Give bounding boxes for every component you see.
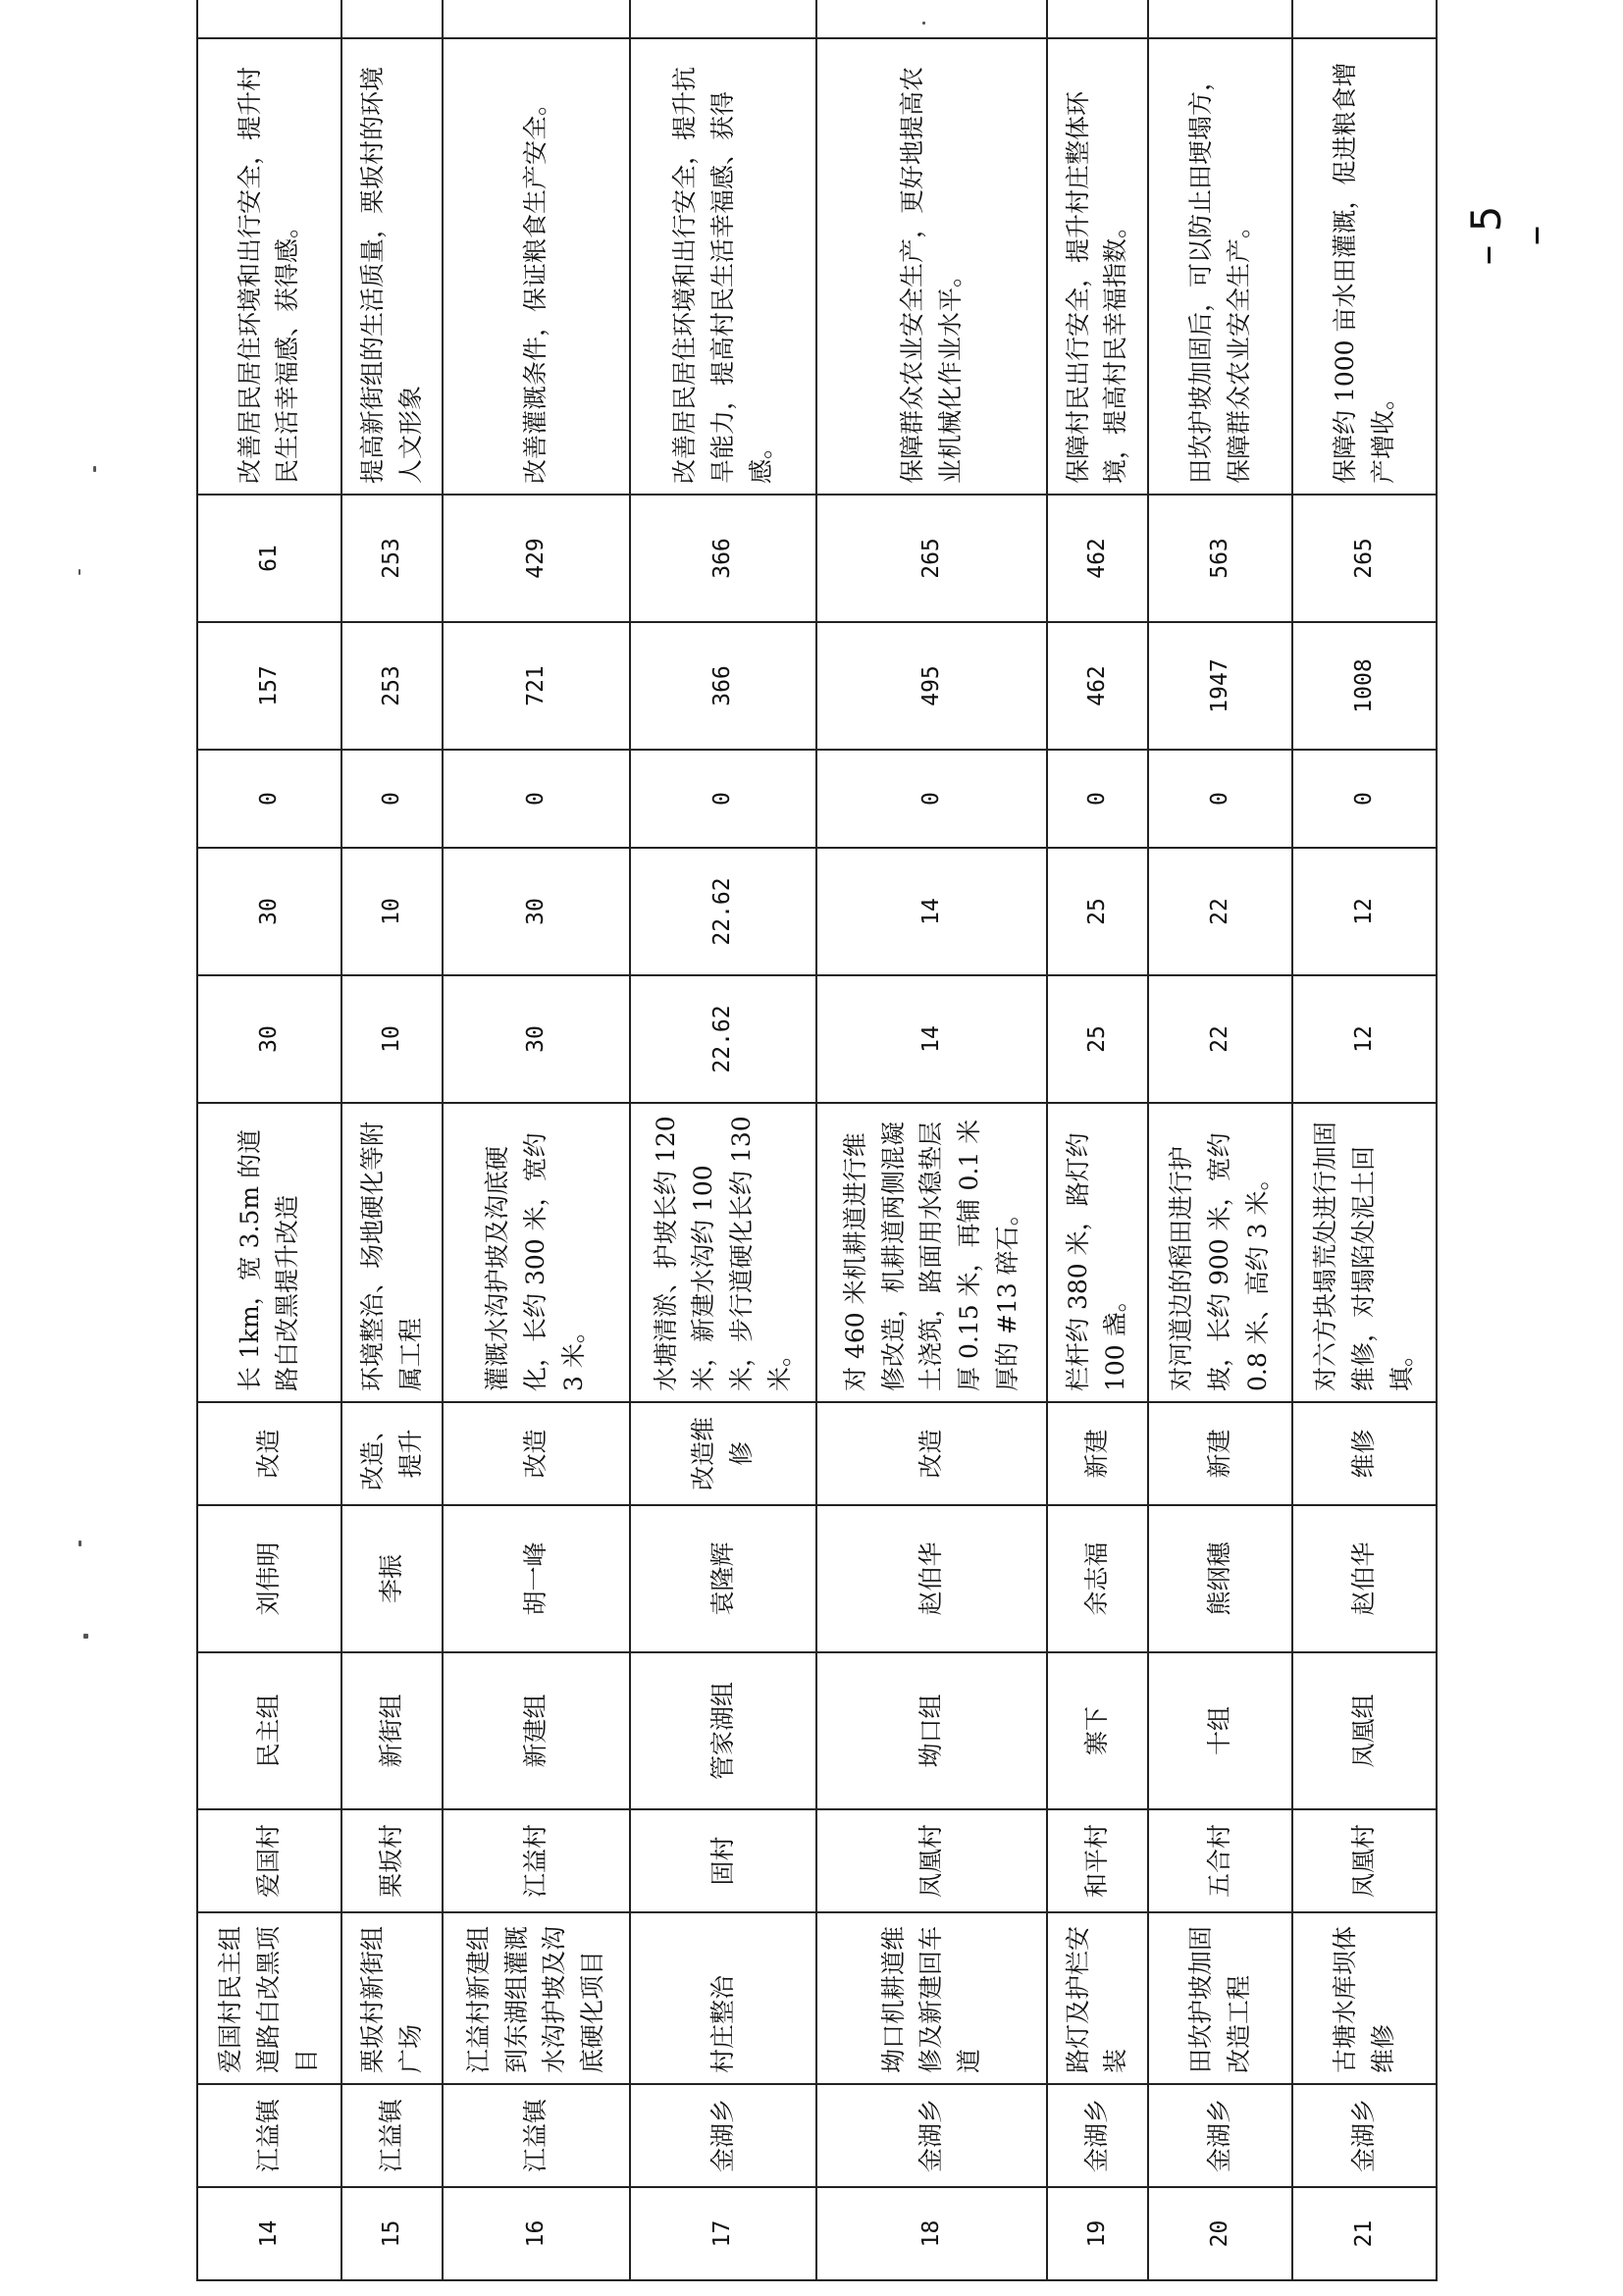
cell-a: 22 (1148, 975, 1292, 1103)
cell-empty (443, 0, 630, 38)
cell-no: 20 (1148, 2187, 1292, 2280)
cell-person: 赵伯华 (1292, 1505, 1437, 1652)
cell-village: 固村 (630, 1809, 817, 1912)
cell-type: 改造维修 (630, 1402, 817, 1505)
cell-type: 改造、提升 (341, 1402, 443, 1505)
cell-village: 凤凰村 (816, 1809, 1046, 1912)
cell-b: 30 (197, 848, 341, 975)
cell-town: 江益镇 (443, 2084, 630, 2187)
cell-benefit: 提高新街组的生活质量，栗坂村的环境人文形象 (341, 38, 443, 495)
rotated-table-wrapper (196, 62, 1438, 2281)
cell-type: 改造 (197, 1402, 341, 1505)
cell-empty (1292, 0, 1437, 38)
cell-person: 刘伟明 (197, 1505, 341, 1652)
cell-a: 12 (1292, 975, 1437, 1103)
cell-e: 429 (443, 495, 630, 622)
table-row (197, 0, 341, 2280)
cell-e: 253 (341, 495, 443, 622)
cell-c: 0 (341, 750, 443, 848)
cell-content: 水塘清淤、护坡长约 120 米，新建水沟约 100 米，步行道硬化长约 130 米。 (630, 1103, 817, 1402)
cell-no: 16 (443, 2187, 630, 2280)
table-row (443, 0, 630, 2280)
table-row (1148, 0, 1292, 2280)
cell-c: 0 (197, 750, 341, 848)
cell-type: 改造 (816, 1402, 1046, 1505)
cell-b: 14 (816, 848, 1046, 975)
cell-empty (630, 0, 817, 38)
cell-e: 563 (1148, 495, 1292, 622)
cell-town: 金湖乡 (816, 2084, 1046, 2187)
cell-group: 坳口组 (816, 1652, 1046, 1809)
cell-town: 金湖乡 (630, 2084, 817, 2187)
cell-project: 栗坂村新街组广场 (341, 1912, 443, 2084)
cell-person: 熊纲穗 (1148, 1505, 1292, 1652)
cell-e: 366 (630, 495, 817, 622)
cell-benefit: 改善灌溉条件，保证粮食生产安全。 (443, 38, 630, 495)
cell-b: 22.62 (630, 848, 817, 975)
cell-project: 爱国村民主组道路白改黑项目 (197, 1912, 341, 2084)
cell-benefit: 保障村民出行安全，提升村庄整体环境，提高村民幸福指数。 (1047, 38, 1148, 495)
cell-group: 凤凰组 (1292, 1652, 1437, 1809)
table-row (341, 0, 443, 2280)
cell-village: 和平村 (1047, 1809, 1148, 1912)
cell-empty (197, 0, 341, 38)
cell-type: 改造 (443, 1402, 630, 1505)
scan-speck (922, 22, 925, 25)
cell-benefit: 保障群众农业安全生产，更好地提高农业机械化作业水平。 (816, 38, 1046, 495)
cell-project: 村庄整治 (630, 1912, 817, 2084)
cell-c: 0 (816, 750, 1046, 848)
cell-empty (1047, 0, 1148, 38)
cell-no: 21 (1292, 2187, 1437, 2280)
cell-town: 江益镇 (341, 2084, 443, 2187)
page-number: – 5 – (1462, 205, 1558, 266)
scan-speck (93, 466, 96, 472)
table-row (1047, 0, 1148, 2280)
cell-a: 30 (443, 975, 630, 1103)
cell-type: 新建 (1047, 1402, 1148, 1505)
cell-village: 爱国村 (197, 1809, 341, 1912)
cell-project: 田坎护坡加固改造工程 (1148, 1912, 1292, 2084)
cell-benefit: 改善居民居住环境和出行安全，提升村民生活幸福感、获得感。 (197, 38, 341, 495)
table-row (1292, 0, 1437, 2280)
cell-no: 18 (816, 2187, 1046, 2280)
cell-e: 61 (197, 495, 341, 622)
cell-no: 15 (341, 2187, 443, 2280)
cell-e: 265 (816, 495, 1046, 622)
cell-person: 余志福 (1047, 1505, 1148, 1652)
cell-d: 1008 (1292, 622, 1437, 750)
cell-town: 金湖乡 (1292, 2084, 1437, 2187)
cell-c: 0 (630, 750, 817, 848)
cell-e: 265 (1292, 495, 1437, 622)
project-table (196, 0, 1438, 2281)
cell-content: 对六方块塌荒处进行加固维修，对塌陷处泥土回填。 (1292, 1103, 1437, 1402)
cell-benefit: 田坎护坡加固后，可以防止田埂塌方，保障群众农业安全生产。 (1148, 38, 1292, 495)
cell-benefit: 改善居民居住环境和出行安全，提升抗旱能力，提高村民生活幸福感、获得感。 (630, 38, 817, 495)
cell-b: 30 (443, 848, 630, 975)
cell-person: 胡一峰 (443, 1505, 630, 1652)
cell-no: 17 (630, 2187, 817, 2280)
cell-village: 江益村 (443, 1809, 630, 1912)
cell-b: 25 (1047, 848, 1148, 975)
cell-d: 721 (443, 622, 630, 750)
cell-group: 寨下 (1047, 1652, 1148, 1809)
cell-group: 民主组 (197, 1652, 341, 1809)
cell-content: 环境整治、场地硬化等附属工程 (341, 1103, 443, 1402)
cell-a: 25 (1047, 975, 1148, 1103)
scan-speck (79, 1540, 81, 1546)
cell-no: 19 (1047, 2187, 1148, 2280)
cell-project: 江益村新建组到东湖组灌溉水沟护坡及沟底硬化项目 (443, 1912, 630, 2084)
cell-a: 22.62 (630, 975, 817, 1103)
cell-d: 253 (341, 622, 443, 750)
cell-project: 古塘水库坝体维修 (1292, 1912, 1437, 2084)
cell-d: 495 (816, 622, 1046, 750)
cell-group: 十组 (1148, 1652, 1292, 1809)
cell-content: 对河道边的稻田进行护坡，长约 900 米，宽约 0.8 米、高约 3 米。 (1148, 1103, 1292, 1402)
cell-c: 0 (1148, 750, 1292, 848)
table-row (630, 0, 817, 2280)
cell-b: 22 (1148, 848, 1292, 975)
cell-village: 凤凰村 (1292, 1809, 1437, 1912)
cell-project: 路灯及护栏安装 (1047, 1912, 1148, 2084)
cell-person: 李振 (341, 1505, 443, 1652)
cell-group: 新街组 (341, 1652, 443, 1809)
cell-a: 10 (341, 975, 443, 1103)
table-body (197, 0, 1437, 2280)
cell-project: 坳口机耕道维修及新建回车道 (816, 1912, 1046, 2084)
cell-a: 14 (816, 975, 1046, 1103)
cell-d: 462 (1047, 622, 1148, 750)
cell-a: 30 (197, 975, 341, 1103)
cell-content: 栏杆约 380 米，路灯约 100 盏。 (1047, 1103, 1148, 1402)
cell-type: 新建 (1148, 1402, 1292, 1505)
cell-c: 0 (1047, 750, 1148, 848)
cell-town: 江益镇 (197, 2084, 341, 2187)
cell-d: 1947 (1148, 622, 1292, 750)
scan-speck (83, 1634, 88, 1639)
cell-d: 366 (630, 622, 817, 750)
cell-benefit: 保障约 1000 亩水田灌溉，促进粮食增产增收。 (1292, 38, 1437, 495)
cell-c: 0 (1292, 750, 1437, 848)
cell-d: 157 (197, 622, 341, 750)
cell-e: 462 (1047, 495, 1148, 622)
cell-group: 新建组 (443, 1652, 630, 1809)
cell-group: 管家湖组 (630, 1652, 817, 1809)
cell-person: 袁隆辉 (630, 1505, 817, 1652)
cell-b: 10 (341, 848, 443, 975)
cell-town: 金湖乡 (1148, 2084, 1292, 2187)
cell-content: 长 1km，宽 3.5m 的道路白改黑提升改造 (197, 1103, 341, 1402)
cell-village: 五合村 (1148, 1809, 1292, 1912)
cell-content: 对 460 米机耕道进行维修改造，机耕道两侧混凝土浇筑，路面用水稳垫层厚 0.15 米，再铺 0.1 米厚的 #13 碎石。 (816, 1103, 1046, 1402)
scan-speck (79, 569, 80, 575)
cell-c: 0 (443, 750, 630, 848)
cell-empty (816, 0, 1046, 38)
table-row (816, 0, 1046, 2280)
cell-village: 栗坂村 (341, 1809, 443, 1912)
cell-content: 灌溉水沟护坡及沟底硬化，长约 300 米，宽约 3 米。 (443, 1103, 630, 1402)
cell-b: 12 (1292, 848, 1437, 975)
cell-type: 维修 (1292, 1402, 1437, 1505)
cell-person: 赵伯华 (816, 1505, 1046, 1652)
cell-empty (1148, 0, 1292, 38)
cell-town: 金湖乡 (1047, 2084, 1148, 2187)
cell-no: 14 (197, 2187, 341, 2280)
cell-empty (341, 0, 443, 38)
